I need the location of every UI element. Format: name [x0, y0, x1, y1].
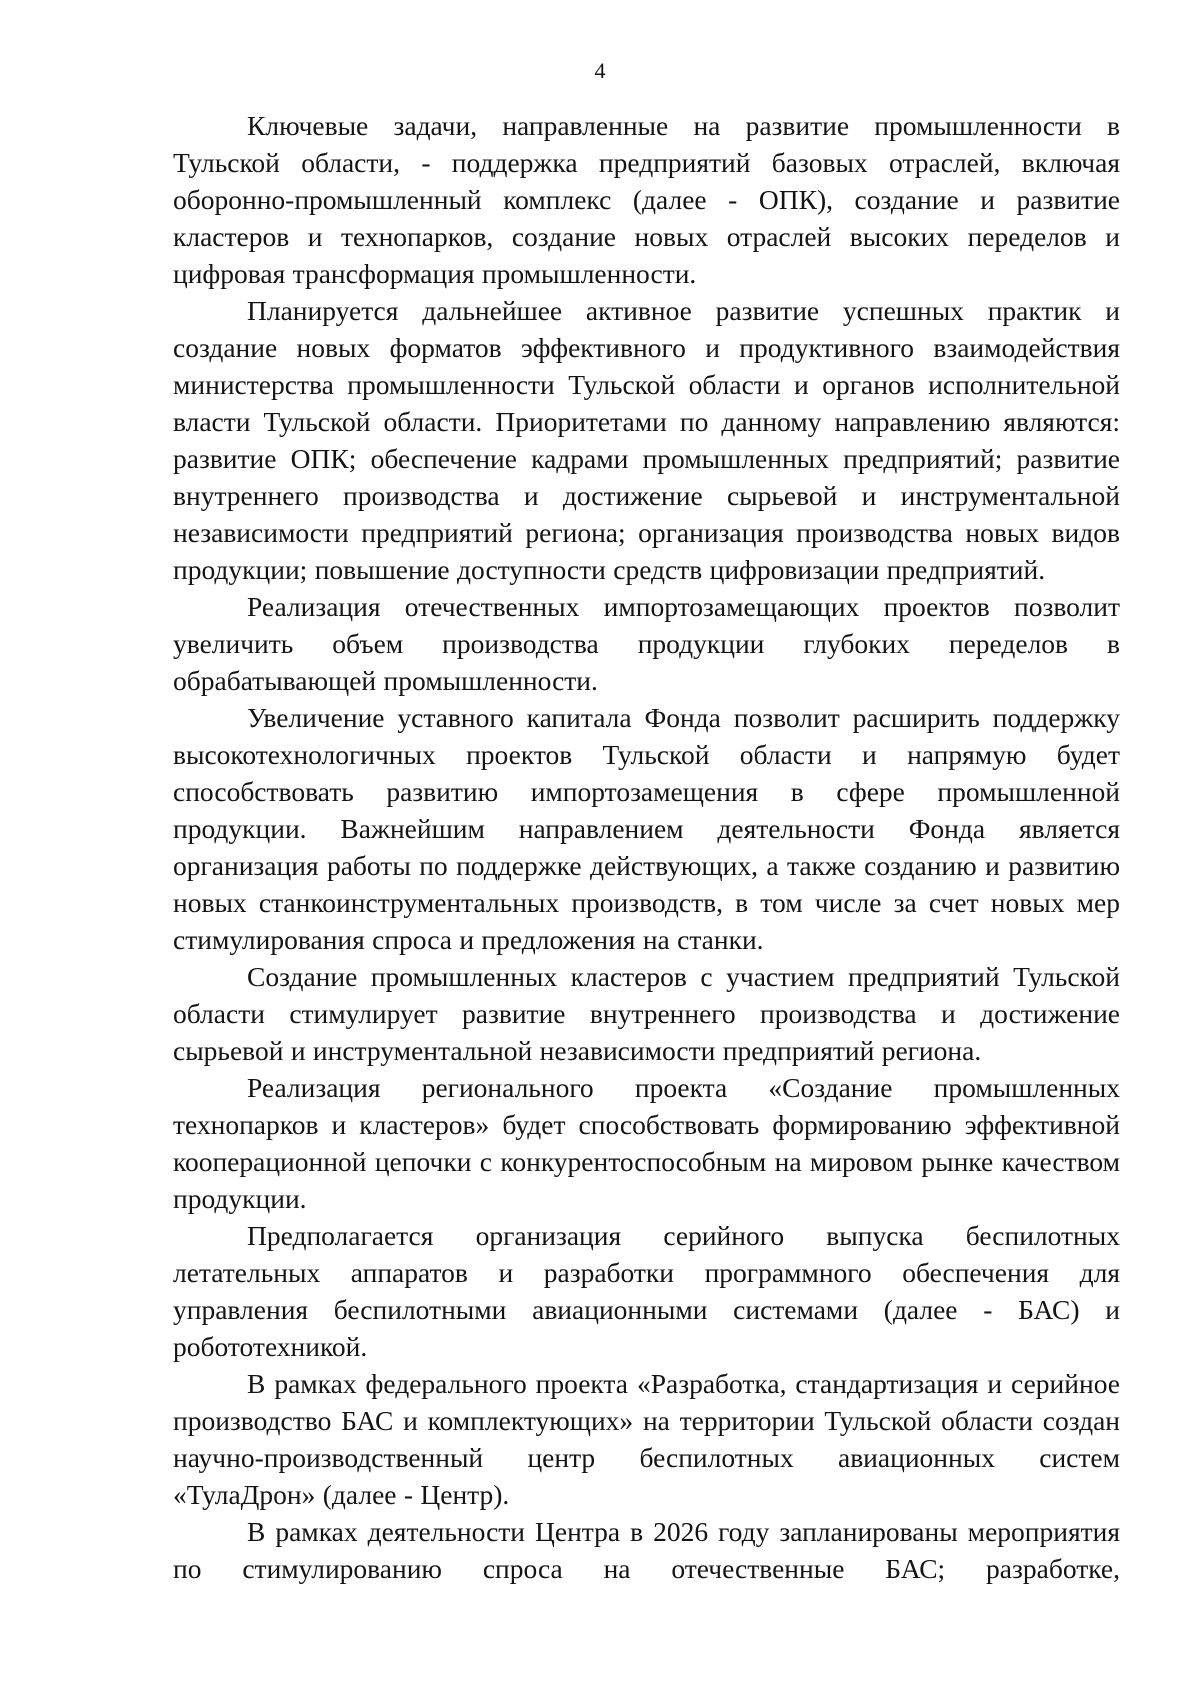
paragraph-planned-development: Планируется дальнейшее активное развитие успешных практик и создание новых форматов эффективного и продуктивного взаимодействия министерства промышленности Тульской области и органов исполнительной власти Тульской области. Приоритетами по данному направлению являются: развитие ОПК; обеспечение кадрами промышленных предприятий; развитие внутреннего производства и достижение сырьевой и инструментальной независимости предприятий региона; организация производства новых видов продукции; повышение доступности средств цифровизации предприятий.: [173, 295, 1120, 585]
paragraph-center-activities: В рамках деятельности Центра в 2026 году запланированы мероприятия по стимулированию спроса на отечественные БАС; разработке,: [173, 1516, 1120, 1584]
document-body: [173, 107, 1120, 1587]
paragraph-uav-production: Предполагается организация серийного выпуска беспилотных летательных аппаратов и разработки программного обеспечения для управления беспилотными авиационными системами (далее - БАС) и робототехникой.: [173, 1220, 1120, 1362]
paragraph-regional-project: Реализация регионального проекта «Создание промышленных технопарков и кластеров» будет способствовать формированию эффективной кооперационной цепочки с конкурентоспособным на мировом рынке качеством продукции.: [173, 1072, 1120, 1214]
paragraph-fund-capital: Увеличение уставного капитала Фонда позволит расширить поддержку высокотехнологичных проектов Тульской области и напрямую будет способствовать развитию импортозамещения в сфере промышленной продукции. Важнейшим направлением деятельности Фонда является организация работы по поддержке действующих, а также созданию и развитию новых станкоинструментальных производств, в том числе за счет новых мер стимулирования спроса и предложения на станки.: [173, 702, 1120, 955]
paragraph-federal-project: В рамках федерального проекта «Разработка, стандартизация и серийное производство БАС и комплектующих» на территории Тульской области создан научно-производственный центр беспилотных авиационных систем «ТулаДрон» (далее - Центр).: [173, 1368, 1120, 1510]
page-number: 4: [594, 58, 606, 83]
paragraph-key-tasks: Ключевые задачи, направленные на развитие промышленности в Тульской области, - поддержка предприятий базовых отраслей, включая оборонно-промышленный комплекс (далее - ОПК), создание и развитие кластеров и технопарков, создание новых отраслей высоких переделов и цифровая трансформация промышленности.: [173, 110, 1120, 289]
paragraph-import-substitution: Реализация отечественных импортозамещающих проектов позволит увеличить объем производства продукции глубоких переделов в обрабатывающей промышленности.: [173, 591, 1120, 696]
paragraph-industrial-clusters: Создание промышленных кластеров с участием предприятий Тульской области стимулирует развитие внутреннего производства и достижение сырьевой и инструментальной независимости предприятий региона.: [173, 961, 1120, 1066]
